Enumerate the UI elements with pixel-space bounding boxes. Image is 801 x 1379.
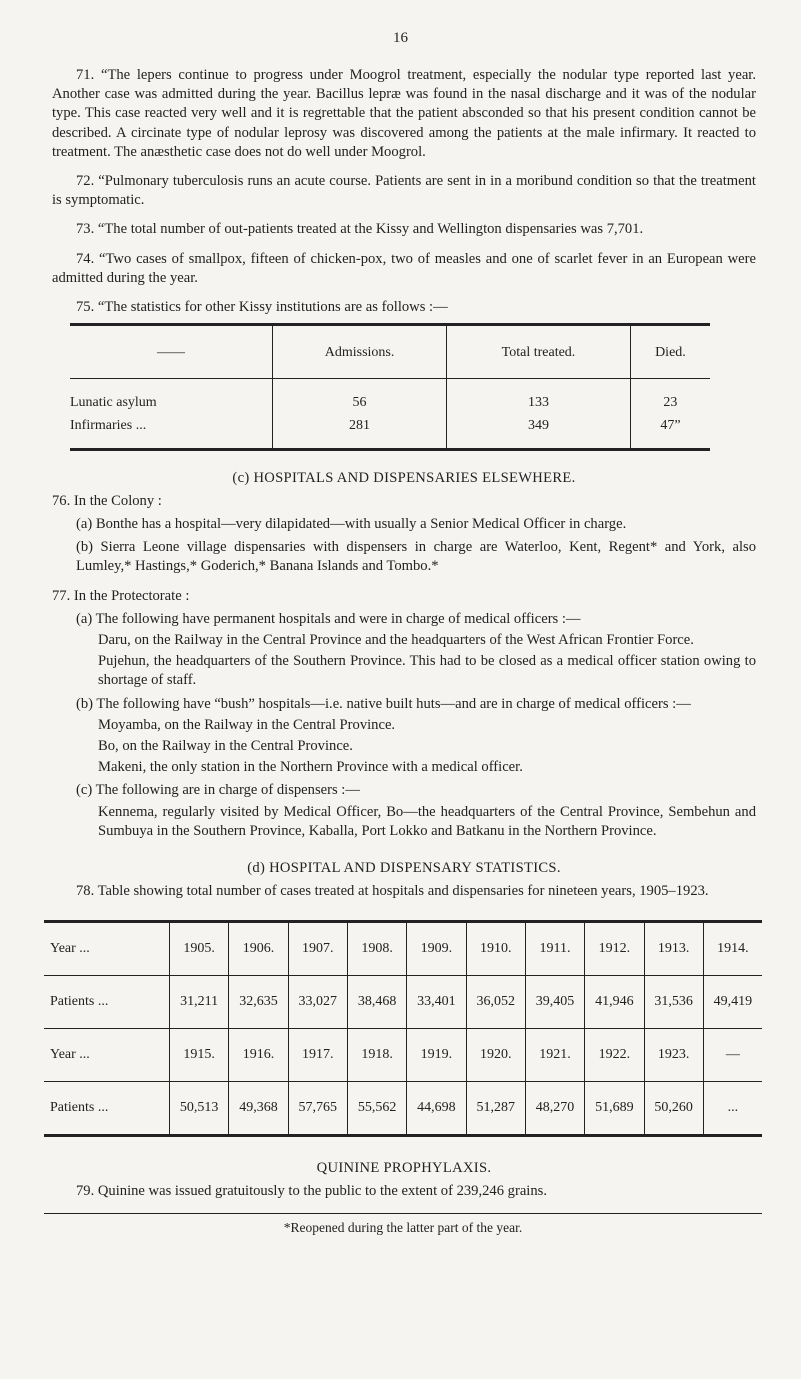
document-body (52, 66, 756, 1237)
year-cell: 1915. (170, 1028, 229, 1081)
year-cell: 1908. (347, 921, 406, 975)
table-header: Admissions. (273, 325, 447, 379)
patients-cell: ... (703, 1081, 762, 1135)
table-cell: 23 (630, 379, 710, 415)
year-cell: 1911. (525, 921, 584, 975)
year-cell: 1916. (229, 1028, 288, 1081)
patients-cell: 36,052 (466, 975, 525, 1028)
paragraph-76: 76. In the Colony : (52, 492, 162, 509)
row-label: Patients ... (44, 975, 170, 1028)
patients-cell: 44,698 (407, 1081, 466, 1135)
footnote: *Reopened during the latter part of the year. (44, 1213, 762, 1237)
year-cell: 1914. (703, 921, 762, 975)
paragraph-77b-bo: Bo, on the Railway in the Central Province. (98, 738, 353, 755)
section-heading-d: (d) HOSPITAL AND DISPENSARY STATISTICS. (247, 860, 561, 877)
patients-cell: 38,468 (347, 975, 406, 1028)
row-label: Year ... (44, 1028, 170, 1081)
patients-cell: 39,405 (525, 975, 584, 1028)
row-label: Patients ... (44, 1081, 170, 1135)
table-cell: 47” (630, 414, 710, 449)
patients-cell: 50,260 (644, 1081, 703, 1135)
table-cell: 281 (273, 414, 447, 449)
paragraph-77a-pujehun: Pujehun, the headquarters of the Southern Province. This had to be closed as a medical officer station owing to shortage of staff. (98, 653, 756, 689)
paragraph-76b: (b) Sierra Leone village dispensaries with dispensers in charge are Waterloo, Kent, Regent* and York, also Lumley,* Hastings,* Goderich,* Banana Islands and Tombo.* (76, 539, 756, 575)
row-label: Year ... (44, 921, 170, 975)
patients-cell: 48,270 (525, 1081, 584, 1135)
table-header-row (70, 325, 710, 379)
paragraph-74: 74. “Two cases of smallpox, fifteen of chicken-pox, two of measles and one of scarlet fever in an European were admitted during the year. (52, 250, 756, 286)
paragraph-77a-daru: Daru, on the Railway in the Central Province and the headquarters of the West African Frontier Force. (98, 632, 694, 649)
kissy-institutions-table (70, 323, 710, 450)
paragraph-76a: (a) Bonthe has a hospital—very dilapidated—with usually a Senior Medical Officer in charge. (76, 516, 627, 533)
patients-cell: 55,562 (347, 1081, 406, 1135)
paragraph-77c-kennema: Kennema, regularly visited by Medical Officer, Bo—the headquarters of the Central Province, Sembehun and Sumbuya in the Southern Province, Kaballa, Port Lokko and Batkanu in the Northern Province. (98, 803, 756, 839)
year-cell: 1918. (347, 1028, 406, 1081)
paragraph-78: 78. Table showing total number of cases treated at hospitals and dispensaries for nineteen years, 1905–1923. (76, 883, 709, 900)
table-header: —— (70, 325, 273, 379)
paragraph-79: 79. Quinine was issued gratuitously to the public to the extent of 239,246 grains. (76, 1182, 547, 1199)
year-cell: 1910. (466, 921, 525, 975)
year-cell: 1905. (170, 921, 229, 975)
paragraph-77b-moyamba: Moyamba, on the Railway in the Central Province. (98, 716, 396, 733)
table-row (44, 1028, 762, 1081)
table-row (44, 921, 762, 975)
paragraph-77b-makeni: Makeni, the only station in the Northern Province with a medical officer. (98, 759, 523, 776)
patients-cell: 33,027 (288, 975, 347, 1028)
table-header: Total treated. (447, 325, 631, 379)
year-cell: 1920. (466, 1028, 525, 1081)
table-cell: Lunatic asylum (70, 395, 157, 411)
patients-cell: 33,401 (407, 975, 466, 1028)
table-cell: Infirmaries ... (70, 414, 273, 449)
paragraph-72: 72. “Pulmonary tuberculosis runs an acute course. Patients are sent in in a moribund condition so that the treatment is symptomatic. (52, 173, 756, 209)
hospital-statistics-table (44, 920, 762, 1137)
patients-cell: 49,419 (703, 975, 762, 1028)
table-row (44, 1081, 762, 1135)
year-cell: 1913. (644, 921, 703, 975)
patients-cell: 57,765 (288, 1081, 347, 1135)
paragraph-77c: (c) The following are in charge of dispensers :— (76, 782, 360, 799)
year-cell: 1917. (288, 1028, 347, 1081)
section-heading-c: (c) HOSPITALS AND DISPENSARIES ELSEWHERE. (232, 469, 576, 486)
patients-cell: 49,368 (229, 1081, 288, 1135)
table-header: Died. (630, 325, 710, 379)
year-cell: 1921. (525, 1028, 584, 1081)
table-cell: 56 (273, 379, 447, 415)
patients-cell: 32,635 (229, 975, 288, 1028)
patients-cell: 51,287 (466, 1081, 525, 1135)
patients-cell: 41,946 (585, 975, 644, 1028)
section-heading-quinine: QUININE PROPHYLAXIS. (316, 1159, 492, 1176)
year-cell: 1922. (585, 1028, 644, 1081)
patients-cell: 50,513 (170, 1081, 229, 1135)
paragraph-73: 73. “The total number of out-patients treated at the Kissy and Wellington dispensaries was 7,701. (76, 221, 644, 238)
year-cell: 1909. (407, 921, 466, 975)
patients-cell: 31,536 (644, 975, 703, 1028)
year-cell: 1912. (585, 921, 644, 975)
paragraph-77: 77. In the Protectorate : (52, 587, 190, 604)
page-number: 16 (393, 30, 408, 46)
patients-cell: 51,689 (585, 1081, 644, 1135)
table-row (44, 975, 762, 1028)
table-cell: 349 (447, 414, 631, 449)
table-row (70, 379, 710, 415)
year-cell: 1907. (288, 921, 347, 975)
year-cell: 1919. (407, 1028, 466, 1081)
table-row (70, 414, 710, 449)
paragraph-77a: (a) The following have permanent hospitals and were in charge of medical officers :— (76, 610, 581, 627)
year-cell: — (703, 1028, 762, 1081)
paragraph-75: 75. “The statistics for other Kissy institutions are as follows :— (76, 299, 448, 316)
year-cell: 1906. (229, 921, 288, 975)
paragraph-77b: (b) The following have “bush” hospitals—i.e. native built huts—and are in charge of medical officers :— (76, 695, 691, 712)
paragraph-71: 71. “The lepers continue to progress under Moogrol treatment, especially the nodular type reported last year. Another case was admitted during the year. Bacillus lepræ was found in the nasal discharge and it was of the nodular type. This case reacted very well and it is regrettable that the patient absconded so that his present condition cannot be described. A circinate type of nodular leprosy was discovered among the patients at the male infirmary. It reacted to treatment. The anæsthetic case does not do well under Moogrol. (52, 67, 756, 160)
year-cell: 1923. (644, 1028, 703, 1081)
patients-cell: 31,211 (170, 975, 229, 1028)
table-cell: 133 (447, 379, 631, 415)
